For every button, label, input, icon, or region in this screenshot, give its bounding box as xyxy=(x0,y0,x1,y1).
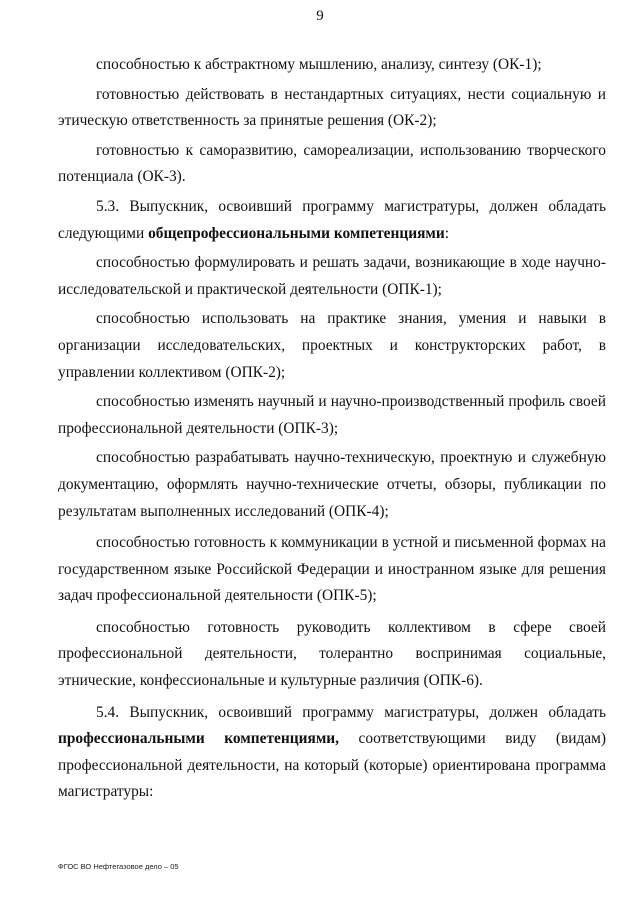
paragraph-ok-1: способностью к абстрактному мышлению, анализу, синтезу (ОК-1); xyxy=(96,56,542,73)
paragraph-opk-1: способностью формулировать и решать задачи, возникающие в ходе научно-исследовательской и практической деятельности (ОПК-1); xyxy=(58,254,606,298)
paragraph-section-5-4 xyxy=(58,700,606,806)
paragraph-ok-3: готовностью к саморазвитию, самореализации, использованию творческого потенциала (ОК-3). xyxy=(58,141,606,186)
document-body xyxy=(58,52,606,806)
page-number: 9 xyxy=(316,8,324,24)
paragraph-opk-6: способностью готовность руководить коллективом в сфере своей профессиональной деятельности, толерантно воспринимая социальные, этнические, конфессиональные и культурные различия (ОПК-6). xyxy=(58,618,606,690)
paragraph-opk-2: способностью использовать на практике знания, умения и навыки в организации исследовательских, проектных и конструкторских работ, в управлении коллективом (ОПК-2); xyxy=(58,310,606,381)
document-footer: ФГОС ВО Нефтегазовое дело – 05 xyxy=(58,862,179,871)
paragraph-ok-2: готовностью действовать в нестандартных ситуациях, нести социальную и этическую ответственность за принятые решения (ОК-2); xyxy=(58,85,606,130)
section-5-4-bold-term: профессиональными компетенциями, xyxy=(58,730,340,748)
paragraph-opk-3: способностью изменять научный и научно-производственный профиль своей профессиональной деятельности (ОПК-3); xyxy=(58,393,606,437)
paragraph-section-5-3 xyxy=(58,194,606,247)
section-5-3-bold-term: общепрофессиональными компетенциями xyxy=(148,224,445,242)
section-5-4-intro: 5.4. Выпускник, освоивший программу магистратуры, должен обладать xyxy=(96,703,606,721)
section-5-3-intro: 5.3. Выпускник, освоивший программу магистратуры, должен обладать следующими xyxy=(58,197,606,242)
paragraph-opk-4: способностью разрабатывать научно-техническую, проектную и служебную документацию, оформлять научно-технические отчеты, обзоры, публикации по результатам выполненных исследований (ОПК-4); xyxy=(58,449,606,520)
section-5-4-tail: соответствующими виду (видам) профессиональной деятельности, на который (которые) ориентирована программа магистратуры: xyxy=(58,730,606,801)
section-5-3-tail: : xyxy=(444,224,450,242)
paragraph-opk-5: способностью готовность к коммуникации в устной и письменной формах на государственном языке Российской Федерации и иностранном языке для решения задач профессиональной деятельности (ОПК-5); xyxy=(58,534,606,605)
